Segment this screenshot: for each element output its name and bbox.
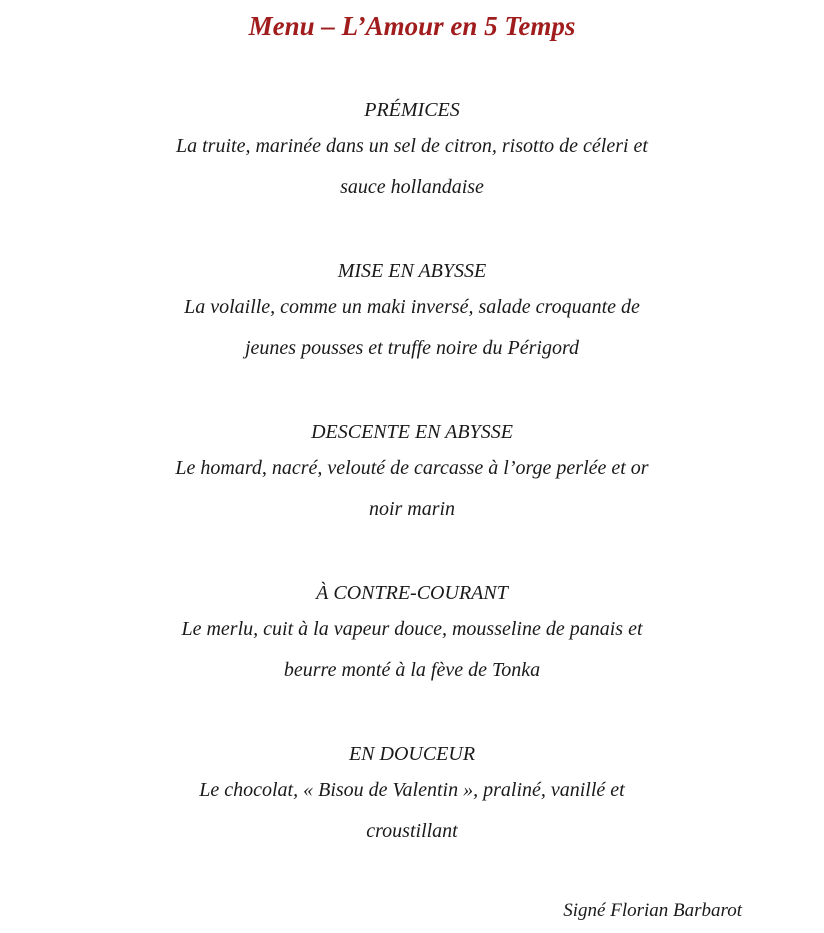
course-name: DESCENTE EN ABYSSE bbox=[311, 421, 513, 443]
course-name: PRÉMICES bbox=[364, 99, 460, 121]
course-premices bbox=[0, 94, 824, 255]
course-description-line: La truite, marinée dans un sel de citron, risotto de céleri et bbox=[176, 135, 648, 157]
course-en-douceur bbox=[0, 738, 824, 899]
course-descente-en-abysse bbox=[0, 416, 824, 577]
course-description-line: Le homard, nacré, velouté de carcasse à l’orge perlée et or bbox=[175, 457, 649, 479]
course-description-line: beurre monté à la fève de Tonka bbox=[283, 659, 541, 681]
chef-signature: Signé Florian Barbarot bbox=[563, 900, 742, 921]
course-description-line: Le merlu, cuit à la vapeur douce, mousseline de panais et bbox=[181, 618, 643, 640]
menu-title: Menu – L’Amour en 5 Temps bbox=[248, 11, 576, 41]
course-description-line: jeunes pousses et truffe noire du Périgord bbox=[244, 337, 580, 359]
course-mise-en-abysse bbox=[0, 255, 824, 416]
course-description-line: sauce hollandaise bbox=[340, 176, 484, 198]
course-contre-courant bbox=[0, 577, 824, 738]
course-list bbox=[0, 94, 824, 899]
course-description-line: croustillant bbox=[366, 820, 458, 842]
course-name: EN DOUCEUR bbox=[348, 743, 476, 765]
course-description-line: noir marin bbox=[368, 498, 456, 520]
course-name: À CONTRE-COURANT bbox=[316, 582, 508, 604]
course-description-line: Le chocolat, « Bisou de Valentin », praliné, vanillé et bbox=[199, 779, 625, 801]
course-name: MISE EN ABYSSE bbox=[337, 260, 487, 282]
course-description-line: La volaille, comme un maki inversé, salade croquante de bbox=[184, 296, 640, 318]
